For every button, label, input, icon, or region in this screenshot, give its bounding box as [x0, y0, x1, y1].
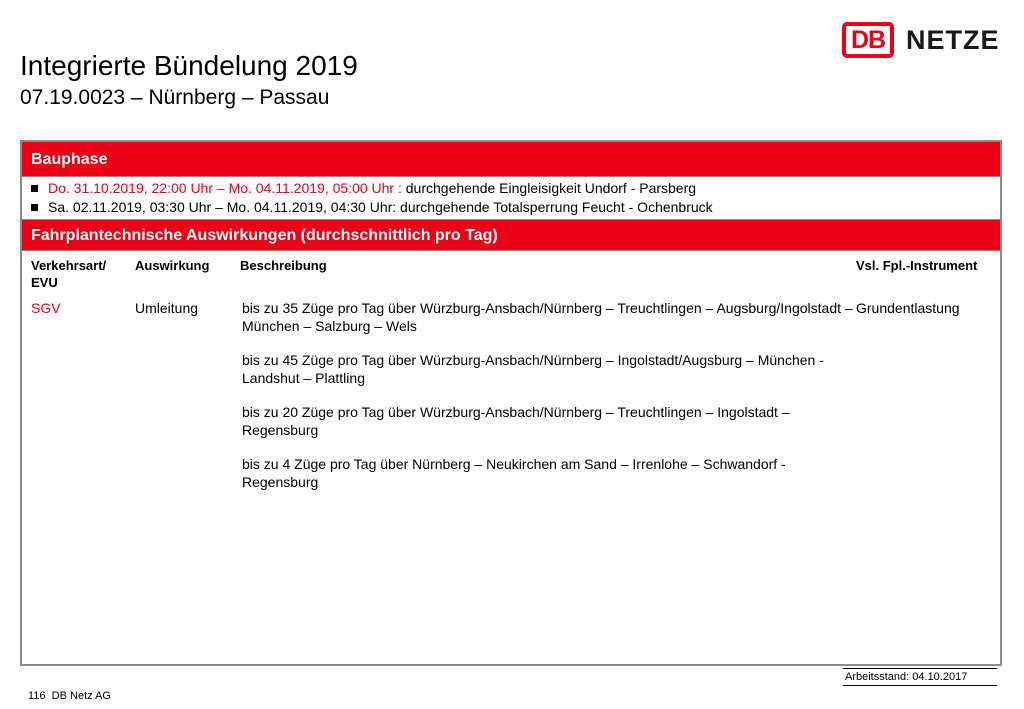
page-number: 116 — [28, 690, 46, 702]
db-logo-mark: DB — [842, 22, 894, 58]
beschreibung-paragraph: bis zu 20 Züge pro Tag über Würzburg-Ansbach/Nürnberg – Treuchtlingen – Ingolstadt – Regensburg — [242, 404, 790, 438]
content-panel — [20, 140, 1002, 666]
page-subtitle: 07.19.0023 – Nürnberg – Passau — [20, 86, 330, 109]
column-header-auswirkung: Auswirkung — [135, 258, 210, 273]
list-item — [31, 198, 713, 217]
cell-instrument: Grundentlastung — [856, 300, 960, 316]
bauphase-heading: Bauphase — [22, 142, 1000, 177]
db-netze-logo — [842, 20, 1000, 60]
netze-wordmark: NETZE — [906, 24, 1000, 55]
bauphase-list — [31, 179, 713, 217]
bullet-square-icon — [31, 204, 38, 211]
column-header-beschreibung: Beschreibung — [240, 258, 327, 273]
bauphase-date-red: Do. 31.10.2019, 22:00 Uhr – Mo. 04.11.2019, 05:00 Uhr : — [48, 180, 402, 196]
bullet-square-icon — [31, 185, 38, 192]
cell-verkehrsart: SGV — [31, 300, 61, 316]
beschreibung-paragraph: bis zu 4 Züge pro Tag über Nürnberg – Neukirchen am Sand – Irrenlohe – Schwandorf - Regensburg — [242, 456, 786, 490]
arbeitsstand: Arbeitsstand: 04.10.2017 — [845, 671, 968, 683]
column-header-verkehrsart-line1: Verkehrsart/ — [31, 258, 107, 273]
footer — [28, 690, 111, 703]
page-title: Integrierte Bündelung 2019 — [20, 50, 358, 81]
column-header-instrument: Vsl. Fpl.-Instrument — [856, 258, 978, 273]
cell-auswirkung: Umleitung — [135, 300, 199, 316]
bauphase-text: Sa. 02.11.2019, 03:30 Uhr – Mo. 04.11.2019, 04:30 Uhr: durchgehende Totalsperrung Feucht - Ochenbruck — [48, 199, 713, 215]
column-header-verkehrsart — [31, 257, 106, 291]
bauphase-text: durchgehende Eingleisigkeit Undorf - Parsberg — [401, 180, 697, 196]
divider — [843, 668, 997, 669]
auswirkungen-heading: Fahrplantechnische Auswirkungen (durchschnittlich pro Tag) — [22, 219, 1000, 251]
beschreibung-paragraph: bis zu 35 Züge pro Tag über Würzburg-Ansbach/Nürnberg – Treuchtlingen – Augsburg/Ingolstadt – München – Salzburg – Wels — [242, 300, 853, 334]
divider — [843, 685, 997, 686]
cell-beschreibung — [242, 299, 862, 507]
column-header-verkehrsart-line2: EVU — [31, 275, 58, 290]
beschreibung-paragraph: bis zu 45 Züge pro Tag über Würzburg-Ansbach/Nürnberg – Ingolstadt/Augsburg – München - Landshut – Plattling — [242, 352, 824, 386]
footer-company: DB Netz AG — [51, 690, 111, 702]
list-item — [31, 179, 713, 198]
